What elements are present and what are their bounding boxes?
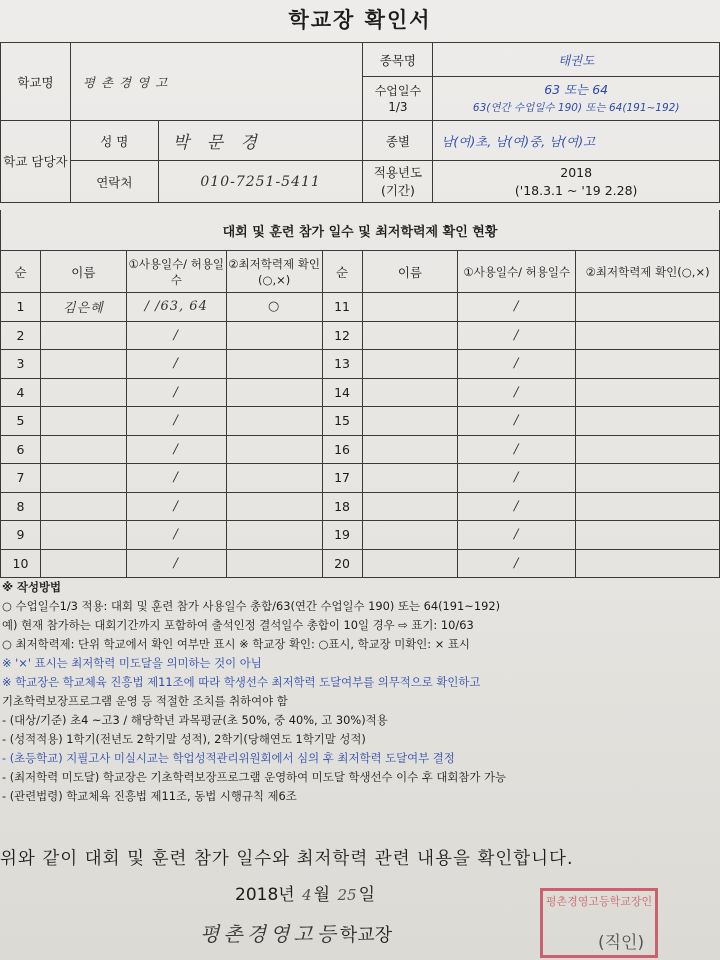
row-days: / [458,435,576,464]
row-name [362,407,458,436]
row-seq: 17 [322,464,362,493]
school-value: 평촌경영고 [70,43,363,121]
row-seq: 11 [322,293,362,322]
note-line: - (최저학력 미도달) 학교장은 기초학력보장프로그램 운영하여 미도달 학생선수 이수 후 대회참가 가능 [2,770,506,784]
row-check [226,350,322,379]
row-seq: 8 [1,492,41,521]
row-name [40,435,126,464]
school-label: 학교명 [1,43,71,121]
days-value-1: 63 또는 64 [544,81,609,97]
row-check [226,521,322,550]
row-days: / [458,350,576,379]
row-seq: 10 [1,549,41,578]
row-check [576,549,720,578]
sport-value: 태권도 [433,43,720,77]
row-days: / [458,549,576,578]
sport-label: 종목명 [363,43,433,77]
row-check [576,435,720,464]
row-days: / [126,407,226,436]
row-seq: 18 [322,492,362,521]
header-days-2: ①사용일수/ 허용일수 [458,251,576,293]
row-name [40,407,126,436]
row-check [226,378,322,407]
row-seq: 19 [322,521,362,550]
row-days: / [126,378,226,407]
row-days: / [458,407,576,436]
table-row [1,492,720,521]
row-days: / [126,464,226,493]
name-value: 박 문 경 [158,121,363,161]
row-seq: 6 [1,435,41,464]
note-line: - (관련법령) 학교체육 진흥법 제11조, 동법 시행규칙 제6조 [2,789,297,803]
table-row [1,435,720,464]
days-value-2: 63(연간 수업일수 190) 또는 64(191~192) [472,101,680,114]
row-days: / [458,464,576,493]
note-line: - (초등학교) 지필고사 미실시교는 학업성적관리위원회에서 심의 후 최저학력 도달여부 결정 [2,751,455,765]
note-line: ※ '×' 표시는 최저학력 미도달을 의미하는 것이 아님 [2,656,262,670]
note-line: ○ 수업일수1/3 적용: 대회 및 훈련 참가 사용일수 총합/63(연간 수업일수 190) 또는 64(191~192) [2,599,501,613]
row-days: / [458,321,576,350]
row-seq: 1 [1,293,41,322]
participation-table [0,250,720,578]
seal-label: (직인) [598,933,645,953]
note-line: ○ 최저학력제: 단위 학교에서 확인 여부만 표시 ※ 학교장 확인: ○표시, 학교장 미확인: × 표시 [2,637,470,651]
row-name [40,321,126,350]
row-check [576,378,720,407]
school-info-table [0,42,720,203]
row-name [40,521,126,550]
note-line: 예) 현재 참가하는 대회기간까지 포함하여 출석인정 결석일수 총합이 10일 경우 ⇨ 표기: 10/63 [2,618,474,632]
year-cell [433,161,720,203]
table-row [1,407,720,436]
row-seq: 20 [322,549,362,578]
row-check [576,521,720,550]
row-name [40,378,126,407]
year-value: 2018 [560,164,593,180]
table-row [1,521,720,550]
section-title: 대회 및 훈련 참가 일수 및 최저학력제 확인 현황 [0,210,720,250]
page-title: 학교장 확인서 [288,8,432,32]
row-days: / [458,293,576,322]
table-row [1,350,720,379]
row-days: / [458,378,576,407]
header-name: 이름 [40,251,126,293]
row-name [362,521,458,550]
signature-label: 학교장 [339,925,393,946]
note-line: ※ 학교장은 학교체육 진흥법 제11조에 따라 학생선수 최저학력 도달여부를 의무적으로 확인하고 [2,675,481,689]
row-check [226,435,322,464]
confirmation-date [235,880,375,905]
note-line: - (성적적용) 1학기(전년도 2학기말 성적), 2학기(당해연도 1학기말 성적) [2,732,366,746]
row-days: / /63, 64 [126,293,226,322]
row-seq: 2 [1,321,41,350]
header-name-2: 이름 [362,251,458,293]
type-value: 남(여)초, 남(여)중, 남(여)고 [433,121,720,161]
row-check [576,492,720,521]
row-seq: 13 [322,350,362,379]
row-days: / [458,521,576,550]
note-line: 기초학력보장프로그램 운영 등 적절한 조치를 취하여야 함 [2,694,288,708]
row-check [226,321,322,350]
date-year: 2018년 [235,885,295,905]
row-name [40,492,126,521]
date-day-label: 일 [358,885,376,905]
row-days: / [126,435,226,464]
row-name: 김은혜 [40,293,126,322]
row-name [362,435,458,464]
row-name [362,464,458,493]
row-check [576,321,720,350]
row-name [362,293,458,322]
table-row [1,549,720,578]
row-name [40,350,126,379]
header-seq: 순 [1,251,41,293]
row-check [226,549,322,578]
row-check [226,407,322,436]
row-seq: 9 [1,521,41,550]
table-row [1,321,720,350]
header-check: ②최저학력제 확인(○,×) [226,251,322,293]
row-days: / [126,492,226,521]
row-seq: 4 [1,378,41,407]
year-label: 적용년도 (기간) [363,161,433,203]
row-check: ○ [226,293,322,322]
date-month-handwritten: 4 [302,886,312,904]
row-check [576,293,720,322]
row-check [576,350,720,379]
signature-school-handwritten: 평촌경영고등 [200,922,340,946]
header-check-2: ②최저학력제 확인(○,×) [576,251,720,293]
note-line: ※ 작성방법 [2,580,62,594]
period-value: ('18.3.1 ~ '19 2.28) [514,182,638,198]
row-check [226,464,322,493]
header-seq-2: 순 [322,251,362,293]
row-seq: 3 [1,350,41,379]
row-seq: 7 [1,464,41,493]
stamp-text: 평촌경영고등학교장인 [545,895,653,908]
row-days: / [126,350,226,379]
row-days: / [126,321,226,350]
row-name [40,549,126,578]
principal-signature [200,918,392,947]
days-value [433,77,720,121]
type-label: 종별 [363,121,433,161]
row-name [362,378,458,407]
note-line: - (대상/기준) 초4 ~고3 / 해당학년 과목평균(초 50%, 중 40%, 고 30%)적용 [2,713,388,727]
table-row [1,378,720,407]
date-month-label: 월 [313,885,331,905]
date-day-handwritten: 25 [337,886,357,904]
row-seq: 16 [322,435,362,464]
row-days: / [458,492,576,521]
contact-label: 연락처 [70,161,158,203]
table-row [1,464,720,493]
contact-value: 010-7251-5411 [158,161,363,203]
row-name [362,492,458,521]
instructions [2,578,718,806]
row-check [576,407,720,436]
name-label: 성 명 [70,121,158,161]
row-days: / [126,521,226,550]
staff-label: 학교 담당자 [1,121,71,203]
confirmation-text: 위와 같이 대회 및 훈련 참가 일수와 최저학력 관련 내용을 확인합니다. [0,849,574,869]
row-name [362,549,458,578]
row-check [576,464,720,493]
row-seq: 5 [1,407,41,436]
header-days: ①사용일수/ 허용일수 [126,251,226,293]
row-seq: 14 [322,378,362,407]
row-name [362,350,458,379]
row-days: / [126,549,226,578]
table-row [1,293,720,322]
row-name [362,321,458,350]
row-seq: 12 [322,321,362,350]
row-check [226,492,322,521]
row-name [40,464,126,493]
row-seq: 15 [322,407,362,436]
days-label: 수업일수 1/3 [363,77,433,121]
